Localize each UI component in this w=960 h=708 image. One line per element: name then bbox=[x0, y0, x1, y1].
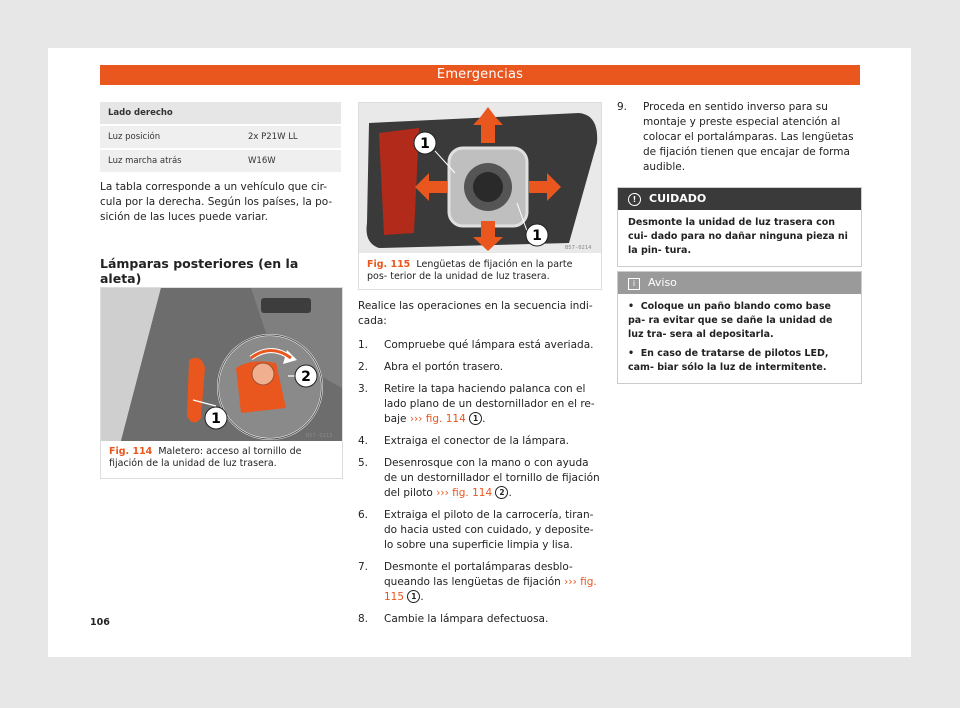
table-row bbox=[100, 126, 341, 150]
procedure-steps bbox=[358, 338, 600, 634]
step-text: Retire la tapa haciendo palanca con el lado plano de un destornillador en el re- baje bbox=[384, 383, 595, 425]
step-number: 8. bbox=[358, 613, 369, 625]
table-cell-label: Luz posición bbox=[108, 132, 161, 142]
notice-box bbox=[617, 271, 862, 384]
figure-114-text: Maletero: acceso al tornillo de fijación de la unidad de luz trasera. bbox=[109, 446, 302, 469]
caution-title: CUIDADO bbox=[649, 192, 707, 205]
figure-114-image bbox=[101, 288, 342, 441]
figure-115 bbox=[358, 102, 602, 290]
callout-badge: 2 bbox=[495, 486, 508, 499]
step-number: 2. bbox=[358, 361, 369, 373]
caution-box bbox=[617, 187, 862, 267]
figure-115-callout-1: 1 bbox=[420, 136, 430, 152]
list-item: 7. Desmonte el portalámparas desblo- queando las lengüetas de fijación ››› fig. 115 1 . bbox=[358, 561, 597, 603]
notice-item-text: En caso de tratarse de pilotos LED, cam- biar sólo la luz de intermitente. bbox=[628, 348, 829, 373]
figure-reference-link[interactable]: ››› fig. 114 bbox=[409, 413, 466, 425]
caution-icon: ! bbox=[628, 193, 641, 206]
list-item bbox=[358, 612, 600, 627]
list-item bbox=[358, 338, 600, 353]
notice-body bbox=[618, 294, 861, 383]
step-number: 3. bbox=[358, 383, 369, 395]
step-text: Desmonte el portalámparas desblo- queando las lengüetas de fijación bbox=[384, 561, 573, 588]
figure-reference-link[interactable]: ››› fig. 114 bbox=[436, 487, 493, 499]
step-number: 6. bbox=[358, 509, 369, 521]
figure-115-code: B57-0214 bbox=[565, 245, 592, 251]
figure-115-image bbox=[359, 103, 601, 253]
trunk-illustration bbox=[101, 288, 342, 441]
table-cell-label: Luz marcha atrás bbox=[108, 156, 182, 166]
notice-title: Aviso bbox=[648, 276, 677, 289]
step-number: 5. bbox=[358, 457, 369, 469]
figure-114-label: Fig. 114 bbox=[109, 446, 153, 457]
figure-114-callout-2: 2 bbox=[301, 369, 311, 385]
list-item bbox=[358, 508, 600, 553]
step-text: Cambie la lámpara defectuosa. bbox=[384, 613, 549, 625]
list-item: • Coloque un paño blando como base pa- ra evitar que se dañe la unidad de luz tra- sera al depositarla. bbox=[628, 301, 833, 340]
figure-reference-link[interactable]: ››› fig. 115 bbox=[384, 576, 597, 603]
list-item: 3. Retire la tapa haciendo palanca con el lado plano de un destornillador en el re- baje ››› fig. 114 1 . bbox=[358, 383, 595, 425]
step-number: 4. bbox=[358, 435, 369, 447]
step-text: Extraiga el conector de la lámpara. bbox=[384, 435, 569, 447]
step-number: 1. bbox=[358, 339, 369, 351]
figure-114-callout-1: 1 bbox=[211, 411, 221, 427]
step-number: 9. bbox=[617, 101, 628, 113]
bulb-table bbox=[100, 102, 341, 174]
list-item: 5. Desenrosque con la mano o con ayuda de un destornillador el tornillo de fijación del piloto ››› fig. 114 2 . bbox=[358, 457, 600, 499]
procedure-intro: Realice las operaciones en la secuencia indi- cada: bbox=[358, 300, 593, 327]
step-text: Desenrosque con la mano o con ayuda de un destornillador el tornillo de fijación del piloto bbox=[384, 457, 600, 499]
list-item bbox=[358, 434, 600, 449]
step-number: 7. bbox=[358, 561, 369, 573]
list-item: • En caso de tratarse de pilotos LED, cam- biar sólo la luz de intermitente. bbox=[628, 348, 829, 373]
table-cell-value: 2x P21W LL bbox=[248, 132, 298, 142]
taillight-illustration bbox=[359, 103, 601, 253]
step-text: Compruebe qué lámpara está averiada. bbox=[384, 339, 594, 351]
figure-114-caption bbox=[109, 446, 335, 470]
table-cell-value: W16W bbox=[248, 156, 276, 166]
figure-115-text: Lengüetas de fijación en la parte pos- terior de la unidad de luz trasera. bbox=[367, 259, 573, 282]
procedure-steps-continued bbox=[617, 100, 860, 182]
list-item bbox=[617, 100, 860, 175]
step-text: Extraiga el piloto de la carrocería, tiran- do hacia usted con cuidado, y deposite- lo sobre una superficie limpia y lisa. bbox=[384, 509, 594, 551]
section-title: Lámparas posteriores (en la aleta) bbox=[100, 256, 341, 293]
intro-paragraph: La tabla corresponde a un vehículo que cir- cula por la derecha. Según los países, la po- sición de las luces puede variar. bbox=[100, 181, 333, 223]
figure-114 bbox=[100, 287, 343, 479]
figure-114-code: B57-0213 bbox=[306, 433, 333, 439]
notice-header bbox=[618, 272, 861, 294]
caution-header bbox=[618, 188, 861, 210]
step-text: Proceda en sentido inverso para su montaje y preste especial atención al colocar el portalámparas. Las lengüetas de fijación tienen que encajar de forma audible. bbox=[643, 101, 854, 173]
step-text: Abra el portón trasero. bbox=[384, 361, 504, 373]
callout-badge: 1 bbox=[407, 590, 420, 603]
figure-115-label: Fig. 115 bbox=[367, 259, 411, 270]
caution-text: Desmonte la unidad de luz trasera con cui- dado para no dañar ninguna pieza ni la pin- tura. bbox=[628, 217, 848, 256]
list-item bbox=[358, 360, 600, 375]
notice-item-text: Coloque un paño blando como base pa- ra evitar que se dañe la unidad de luz tra- sera al depositarla. bbox=[628, 301, 833, 340]
figure-115-callout-2: 1 bbox=[532, 228, 542, 244]
info-icon: i bbox=[628, 278, 640, 290]
table-header-row bbox=[100, 102, 341, 126]
page-header: Emergencias bbox=[100, 65, 860, 85]
page-number: 106 bbox=[90, 617, 110, 628]
callout-badge: 1 bbox=[469, 412, 482, 425]
table-header: Lado derecho bbox=[108, 108, 173, 118]
table-row bbox=[100, 150, 341, 174]
figure-115-caption bbox=[367, 259, 595, 283]
